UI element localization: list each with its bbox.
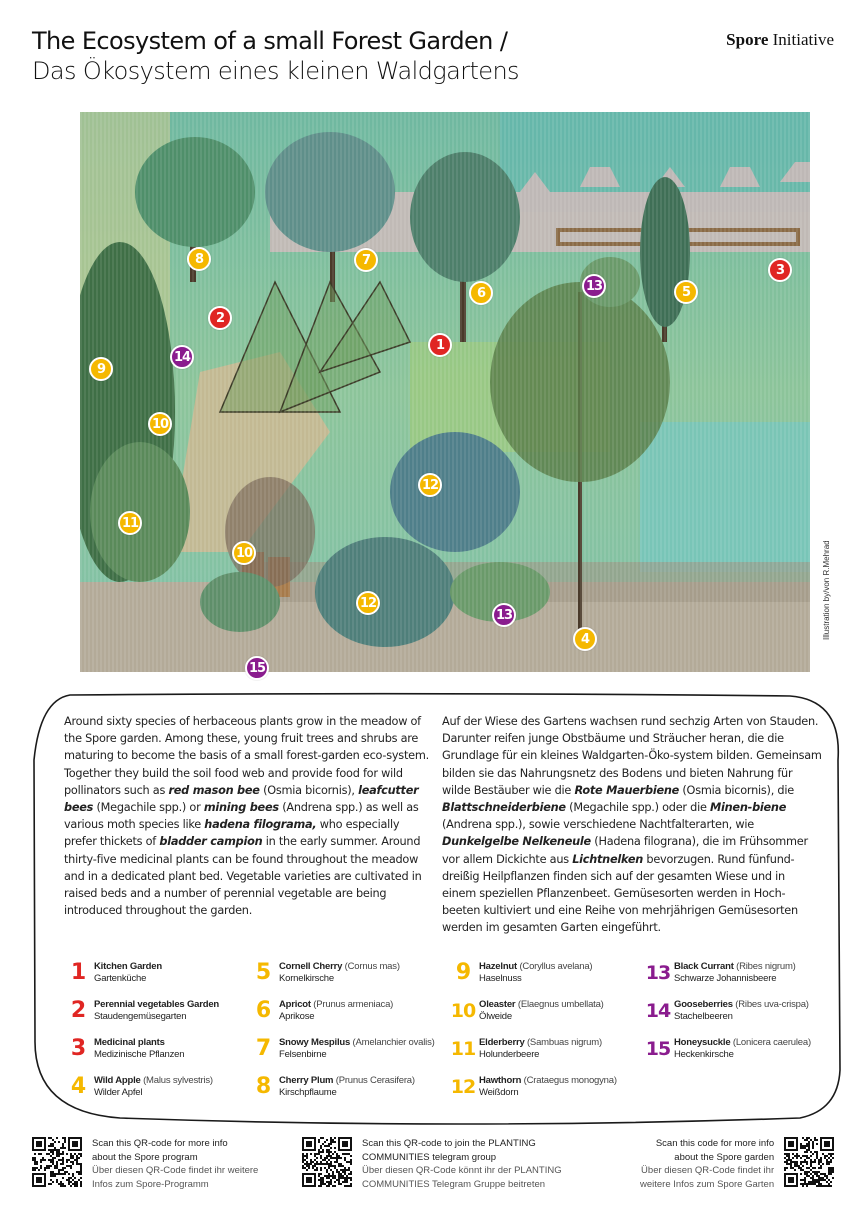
map-marker-13[interactable]: 13 xyxy=(582,274,606,298)
map-marker-2[interactable]: 2 xyxy=(208,306,232,330)
footer-qr-spore-program[interactable] xyxy=(32,1137,258,1191)
footer-line-de-2: weitere Infos zum Spore Garten xyxy=(640,1178,775,1190)
map-marker-10[interactable]: 10 xyxy=(148,412,172,436)
description-german xyxy=(442,713,822,937)
species-highlight: Rote Mauerbiene xyxy=(574,783,680,797)
footer-line-de-1: Über diesen QR-Code könnt ihr der PLANTING xyxy=(362,1165,562,1176)
plant-name-latin: (Elaegnus umbellata) xyxy=(515,999,604,1010)
species-highlight: red mason bee xyxy=(168,783,260,797)
plant-name-en: Hawthorn xyxy=(479,1075,522,1086)
plant-name-en: Elderberry xyxy=(479,1037,525,1048)
plant-name-de: Gartenküche xyxy=(94,973,147,984)
footer-line-en-1: Scan this code for more info xyxy=(655,1138,775,1149)
paragraph-text: (Andrena spp.) as well as various moth species like xyxy=(64,801,419,832)
description-english xyxy=(64,713,434,919)
map-marker-10[interactable]: 10 xyxy=(232,541,256,565)
plant-name-en: Honeysuckle xyxy=(674,1037,731,1048)
legend-label xyxy=(279,958,400,985)
legend-label xyxy=(279,996,393,1023)
legend-item-12 xyxy=(447,1072,642,1100)
plant-name-de: Heckenkirsche xyxy=(674,1049,734,1060)
map-marker-15[interactable]: 15 xyxy=(245,656,269,680)
paragraph-text: who especially prefer thickets of xyxy=(64,818,400,849)
plant-name-latin: (Crataegus monogyna) xyxy=(521,1075,617,1086)
map-marker-1[interactable]: 1 xyxy=(428,333,452,357)
plant-name-latin: (Ribes nigrum) xyxy=(733,961,796,972)
plant-name-latin: (Prunus Cerasifera) xyxy=(333,1075,415,1086)
qr-code-icon[interactable] xyxy=(784,1137,834,1187)
map-marker-13[interactable]: 13 xyxy=(492,603,516,627)
legend-item-14 xyxy=(642,996,822,1024)
garden-illustration xyxy=(80,112,810,672)
page-title-en: The Ecosystem of a small Forest Garden / xyxy=(32,27,508,55)
legend-label xyxy=(674,958,796,985)
plant-name-de: Felsenbirne xyxy=(279,1049,327,1060)
plant-name-latin: (Prunus armeniaca) xyxy=(310,999,394,1010)
footer-line-en-2: about the Spore garden xyxy=(674,1151,775,1163)
map-marker-12[interactable]: 12 xyxy=(356,591,380,615)
garden-illustration-drawing xyxy=(80,112,810,672)
species-highlight: leafcutter bees xyxy=(64,783,419,815)
legend-number: 15 xyxy=(645,1038,671,1060)
legend-column xyxy=(642,958,822,1100)
plant-name-latin: (Coryllus avelana) xyxy=(517,961,593,972)
species-highlight: Blattschneiderbiene xyxy=(442,801,566,815)
footer-qr-spore-garden[interactable] xyxy=(640,1137,834,1191)
legend-number: 14 xyxy=(645,1000,671,1022)
species-highlight: Minen-biene xyxy=(710,801,787,815)
legend-label xyxy=(479,996,604,1023)
plant-name-en: Perennial vegetables Garden xyxy=(94,999,220,1010)
qr-code-icon[interactable] xyxy=(302,1137,352,1187)
plant-name-de: Staudengemüsegarten xyxy=(94,1011,187,1022)
plant-name-en: Cornell Cherry xyxy=(279,961,343,972)
paragraph-text: (Osmia bicornis), die xyxy=(679,783,794,797)
plant-name-de: Haselnuss xyxy=(479,973,522,984)
footer-text-spore-program xyxy=(92,1137,258,1191)
legend-label xyxy=(94,1072,213,1099)
legend-item-7 xyxy=(247,1034,447,1062)
plant-name-latin: (Cornus mas) xyxy=(342,961,400,972)
page-title-de: Das Ökosystem eines kleinen Waldgartens xyxy=(32,57,519,85)
legend-item-11 xyxy=(447,1034,642,1062)
plant-name-de: Kornelkirsche xyxy=(279,973,334,984)
paragraph-text: (Hadena filograna), die im Frühsommer vor allem Dickichte aus xyxy=(442,835,808,866)
legend-label xyxy=(94,958,162,985)
legend-item-2 xyxy=(62,996,247,1024)
plant-name-en: Hazelnut xyxy=(479,961,517,972)
map-marker-9[interactable]: 9 xyxy=(89,357,113,381)
paragraph-text: (Megachile spp.) oder die xyxy=(565,801,711,815)
plant-legend xyxy=(62,958,822,1100)
footer-line-de-2: Infos zum Spore-Programm xyxy=(92,1178,209,1190)
legend-label xyxy=(479,958,592,985)
legend-column xyxy=(447,958,642,1100)
footer-line-de-2: COMMUNITIES Telegram Gruppe beitreten xyxy=(362,1178,546,1190)
species-highlight: mining bees xyxy=(203,801,279,815)
legend-number: 10 xyxy=(450,1000,476,1022)
legend-item-6 xyxy=(247,996,447,1024)
footer-line-de-1: Über diesen QR-Code findet ihr xyxy=(641,1165,775,1176)
legend-item-13 xyxy=(642,958,822,986)
legend-item-4 xyxy=(62,1072,247,1100)
footer-line-en-1: Scan this QR-code for more info xyxy=(92,1138,228,1149)
plant-name-de: Holunderbeere xyxy=(479,1049,540,1060)
map-marker-4[interactable]: 4 xyxy=(573,627,597,651)
legend-label xyxy=(674,1034,811,1061)
plant-name-latin: (Ribes uva-crispa) xyxy=(732,999,809,1010)
plant-name-en: Wild Apple xyxy=(94,1075,141,1086)
plant-name-latin: (Sambuas nigrum) xyxy=(524,1037,602,1048)
footer-line-en-2: about the Spore program xyxy=(92,1151,198,1163)
plant-name-en: Black Currant xyxy=(674,961,734,972)
legend-column xyxy=(247,958,447,1100)
plant-name-latin: (Malus sylvestris) xyxy=(140,1075,213,1086)
legend-label xyxy=(279,1072,415,1099)
legend-item-8 xyxy=(247,1072,447,1100)
legend-number: 13 xyxy=(645,962,671,984)
plant-name-de: Aprikose xyxy=(279,1011,315,1022)
plant-name-en: Oleaster xyxy=(479,999,516,1010)
plant-name-en: Apricot xyxy=(279,999,311,1010)
plant-name-en: Medicinal plants xyxy=(94,1037,165,1048)
plant-name-en: Kitchen Garden xyxy=(94,961,162,972)
paragraph-text: Auf der Wiese des Gartens wachsen rund sechzig Arten von Stauden. Darunter reifen junge Obstbäume und Sträucher heran, die die Grundlage für ein kleines Waldgarten-Öko-system bilden. Gemeinsam bilden sie das Nahrungsnetz des Bodens und bieten Nahrung für wilde Bestäuber wie die xyxy=(442,715,822,797)
map-marker-11[interactable]: 11 xyxy=(118,511,142,535)
qr-code-icon[interactable] xyxy=(32,1137,82,1187)
legend-item-15 xyxy=(642,1034,822,1062)
legend-label xyxy=(479,1034,602,1061)
plant-name-de: Weißdorn xyxy=(479,1087,519,1098)
title-block xyxy=(32,26,519,86)
brand-logo xyxy=(726,30,834,50)
legend-number: 12 xyxy=(450,1076,476,1098)
legend-number: 6 xyxy=(255,998,271,1023)
legend-number: 3 xyxy=(70,1036,86,1061)
paragraph-text: (Osmia bicornis), xyxy=(259,783,359,797)
legend-label xyxy=(674,996,809,1023)
legend-number: 8 xyxy=(255,1074,271,1099)
map-marker-3[interactable]: 3 xyxy=(768,258,792,282)
footer-line-en-1: Scan this QR-code to join the PLANTING xyxy=(362,1138,536,1149)
map-marker-5[interactable]: 5 xyxy=(674,280,698,304)
plant-name-de: Medizinische Pflanzen xyxy=(94,1049,185,1060)
brand-name-regular: Initiative xyxy=(768,30,834,49)
paragraph-text: bevorzugen. Rund fünfund-dreißig Heilpflanzen finden sich auf der gesamten Wiese und in einem speziellen Pflanzenbeet. Gemüsesorten werden in Hoch-beeten kultiviert und eine Reihe von mehrjährigen Gemüsesorten werden im gesamten Garten eingeführt. xyxy=(442,852,798,935)
map-marker-8[interactable]: 8 xyxy=(187,247,211,271)
footer-qr-telegram-group[interactable] xyxy=(302,1137,562,1191)
footer-line-de-1: Über diesen QR-Code findet ihr weitere xyxy=(92,1165,259,1176)
legend-label xyxy=(479,1072,617,1099)
plant-name-en: Snowy Mespilus xyxy=(279,1037,351,1048)
legend-item-5 xyxy=(247,958,447,986)
legend-number: 1 xyxy=(70,960,86,985)
plant-name-de: Stachelbeeren xyxy=(674,1011,733,1022)
illustration-credit: Illustration by/von R.Mehrad xyxy=(822,540,831,640)
legend-number: 4 xyxy=(70,1074,86,1099)
plant-name-de: Kirschpflaume xyxy=(279,1087,337,1098)
map-marker-7[interactable]: 7 xyxy=(354,248,378,272)
plant-name-de: Wilder Apfel xyxy=(94,1087,143,1098)
map-marker-14[interactable]: 14 xyxy=(170,345,194,369)
paragraph-text: (Andrena spp.), sowie verschiedene Nachtfalterarten, wie xyxy=(442,818,754,832)
legend-number: 11 xyxy=(450,1038,476,1060)
map-marker-12[interactable]: 12 xyxy=(418,473,442,497)
paragraph-text: (Megachile spp.) or xyxy=(93,801,204,815)
legend-number: 5 xyxy=(255,960,271,985)
plant-name-en: Cherry Plum xyxy=(279,1075,334,1086)
footer-line-en-2: COMMUNITIES telegram group xyxy=(362,1151,497,1163)
legend-label xyxy=(94,996,219,1023)
footer-text-telegram-group xyxy=(362,1137,562,1191)
species-highlight: bladder campion xyxy=(159,835,263,849)
footer-text-spore-garden xyxy=(640,1137,774,1191)
paragraph-text: in the early summer. Around thirty-five medicinal plants can be found throughout the meadow and in a dedicated plant bed. Vegetable varieties are cultivated in raised beds and a number of perennial vegetable are being introduced throughout the garden. xyxy=(64,835,422,918)
plant-name-latin: (Lonicera caerulea) xyxy=(730,1037,811,1048)
plant-name-en: Gooseberries xyxy=(674,999,733,1010)
legend-label xyxy=(279,1034,435,1061)
legend-column xyxy=(62,958,247,1100)
legend-item-9 xyxy=(447,958,642,986)
legend-item-3 xyxy=(62,1034,247,1062)
brand-name-bold: Spore xyxy=(726,30,769,49)
plant-name-de: Ölweide xyxy=(479,1011,512,1022)
legend-number: 9 xyxy=(455,960,471,985)
legend-item-1 xyxy=(62,958,247,986)
plant-name-latin: (Amelanchier ovalis) xyxy=(350,1037,435,1048)
legend-number: 2 xyxy=(70,998,86,1023)
species-highlight: hadena filograma, xyxy=(204,818,317,832)
legend-number: 7 xyxy=(255,1036,271,1061)
plant-name-de: Schwarze Johannisbeere xyxy=(674,973,777,984)
species-highlight: Dunkelgelbe Nelkeneule xyxy=(442,835,591,849)
legend-item-10 xyxy=(447,996,642,1024)
map-marker-6[interactable]: 6 xyxy=(469,281,493,305)
species-highlight: Lichtnelken xyxy=(572,852,644,866)
legend-label xyxy=(94,1034,184,1061)
paragraph-text: Around sixty species of herbaceous plants grow in the meadow of the Spore garden. Among these, young fruit trees and shrubs are maturing to become the basis of a small forest-garden eco-system. Together they build the soil food web and provide food for wild pollinators such as xyxy=(64,715,429,797)
